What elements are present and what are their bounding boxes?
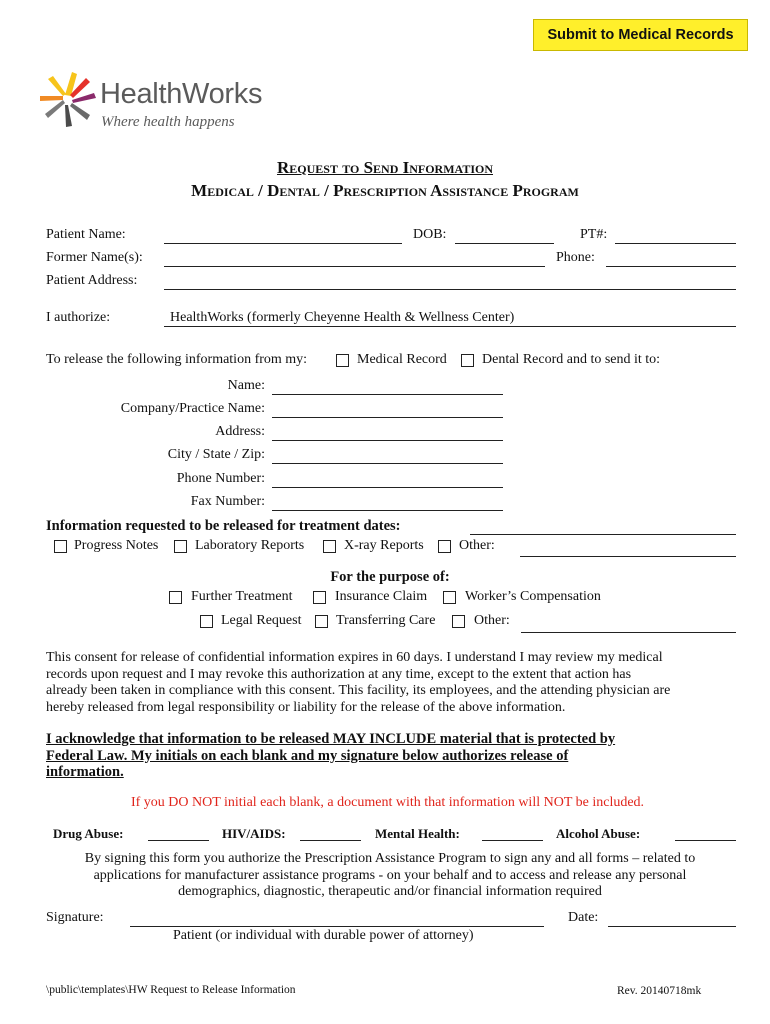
drug-abuse-initials-field[interactable]: [148, 840, 209, 841]
acknowledge-line: I acknowledge that information to be released MAY INCLUDE material that is protected by: [46, 731, 616, 747]
patient-name-label: Patient Name:: [46, 227, 126, 242]
purpose-other-checkbox[interactable]: [452, 615, 465, 628]
consent-line: already been taken in compliance with this consent. This facility, its employees, and the attending physician are: [46, 683, 671, 698]
treatment-dates-label: Information requested to be released for treatment dates:: [46, 518, 401, 534]
mental-health-label: Mental Health:: [375, 826, 460, 841]
pt-number-field[interactable]: [615, 243, 736, 244]
healthworks-logo-icon: [38, 70, 98, 128]
fax-label: Fax Number:: [190, 494, 265, 509]
further-treatment-label: Further Treatment: [191, 589, 293, 604]
legal-request-label: Legal Request: [221, 613, 302, 628]
xray-reports-label: X-ray Reports: [344, 538, 424, 553]
date-label: Date:: [568, 910, 599, 925]
initials-warning: If you DO NOT initial each blank, a document with that information will NOT be included.: [130, 795, 645, 810]
transferring-care-checkbox[interactable]: [315, 615, 328, 628]
purpose-other-field[interactable]: [521, 632, 736, 633]
alcohol-abuse-initials-field[interactable]: [675, 840, 736, 841]
consent-line: records upon request and I may revoke this authorization at any time, except to the extent that action has: [46, 666, 632, 682]
acknowledge-line: information.: [46, 764, 124, 780]
pap-line: applications for manufacturer assistance programs - on your behalf and to access and release any personal: [93, 867, 687, 883]
authorize-label: I authorize:: [46, 310, 111, 325]
company-field[interactable]: [272, 417, 503, 418]
patient-name-field[interactable]: [164, 243, 402, 244]
fax-field[interactable]: [272, 510, 503, 511]
medical-record-checkbox[interactable]: [336, 354, 349, 367]
acknowledge-line: Federal Law. My initials on each blank and my signature below authorizes release of: [46, 747, 569, 764]
logo-wordmark: HealthWorks: [100, 78, 263, 110]
signature-caption: Patient (or individual with durable power of attorney): [173, 928, 474, 943]
dob-field[interactable]: [455, 243, 554, 244]
recipient-address-label: Address:: [215, 424, 265, 439]
recipient-phone-label: Phone Number:: [176, 471, 265, 486]
authorize-field[interactable]: [164, 326, 736, 327]
company-label: Company/Practice Name:: [120, 401, 265, 416]
signature-field[interactable]: [130, 926, 544, 927]
recipient-address-field[interactable]: [272, 440, 503, 441]
purpose-heading: For the purpose of:: [330, 569, 450, 585]
purpose-other-label: Other:: [474, 613, 510, 628]
progress-notes-checkbox[interactable]: [54, 540, 67, 553]
former-names-label: Former Name(s):: [46, 250, 143, 265]
lab-reports-checkbox[interactable]: [174, 540, 187, 553]
pap-line: demographics, diagnostic, therapeutic and/or financial information required: [178, 884, 602, 899]
medical-record-label: Medical Record: [357, 352, 447, 367]
info-other-checkbox[interactable]: [438, 540, 451, 553]
hiv-aids-initials-field[interactable]: [300, 840, 361, 841]
footer-path: \public\templates\HW Request to Release Information: [46, 984, 296, 996]
dental-record-checkbox[interactable]: [461, 354, 474, 367]
recipient-name-label: Name:: [227, 378, 265, 393]
city-state-zip-label: City / State / Zip:: [167, 447, 265, 462]
consent-line: This consent for release of confidential information expires in 60 days. I understand I may review my medical: [46, 650, 663, 665]
pap-line: By signing this form you authorize the Prescription Assistance Program to sign any and all forms – related to: [84, 851, 696, 866]
form-subtitle: Medical / Dental / Prescription Assistance Program: [191, 181, 579, 200]
release-intro: To release the following information from my:: [46, 352, 308, 367]
city-state-zip-field[interactable]: [272, 463, 503, 464]
footer-revision: Rev. 20140718mk: [617, 985, 702, 997]
consent-paragraph: [46, 650, 746, 716]
insurance-claim-checkbox[interactable]: [313, 591, 326, 604]
phone-field[interactable]: [606, 266, 736, 267]
treatment-dates-field[interactable]: [470, 534, 736, 535]
workers-comp-checkbox[interactable]: [443, 591, 456, 604]
xray-reports-checkbox[interactable]: [323, 540, 336, 553]
progress-notes-label: Progress Notes: [74, 538, 159, 553]
transferring-care-label: Transferring Care: [336, 613, 436, 628]
former-names-field[interactable]: [164, 266, 545, 267]
legal-request-checkbox[interactable]: [200, 615, 213, 628]
acknowledge-paragraph: [46, 731, 746, 781]
info-other-label: Other:: [459, 538, 495, 553]
consent-line: hereby released from legal responsibility or liability for the release of the above information.: [46, 699, 566, 715]
recipient-phone-field[interactable]: [272, 487, 503, 488]
recipient-name-field[interactable]: [272, 394, 503, 395]
alcohol-abuse-label: Alcohol Abuse:: [556, 826, 641, 841]
signature-label: Signature:: [46, 910, 104, 925]
prescription-assistance-paragraph: [0, 851, 770, 901]
patient-address-label: Patient Address:: [46, 273, 138, 288]
submit-to-medical-records-button[interactable]: Submit to Medical Records: [533, 19, 748, 51]
pt-number-label: PT#:: [580, 227, 608, 242]
info-other-field[interactable]: [520, 556, 736, 557]
authorize-value: HealthWorks (formerly Cheyenne Health & Wellness Center): [170, 310, 515, 325]
patient-address-field[interactable]: [164, 289, 736, 290]
lab-reports-label: Laboratory Reports: [195, 538, 305, 553]
insurance-claim-label: Insurance Claim: [335, 589, 428, 604]
phone-label: Phone:: [556, 250, 595, 265]
dental-record-label: Dental Record and to send it to:: [482, 352, 661, 367]
form-title: Request to Send Information: [276, 158, 493, 177]
hiv-aids-label: HIV/AIDS:: [222, 826, 286, 841]
workers-comp-label: Worker’s Compensation: [465, 589, 601, 604]
further-treatment-checkbox[interactable]: [169, 591, 182, 604]
mental-health-initials-field[interactable]: [482, 840, 543, 841]
dob-label: DOB:: [413, 227, 447, 242]
logo-tagline: Where health happens: [101, 114, 235, 130]
date-field[interactable]: [608, 926, 736, 927]
drug-abuse-label: Drug Abuse:: [53, 826, 124, 841]
